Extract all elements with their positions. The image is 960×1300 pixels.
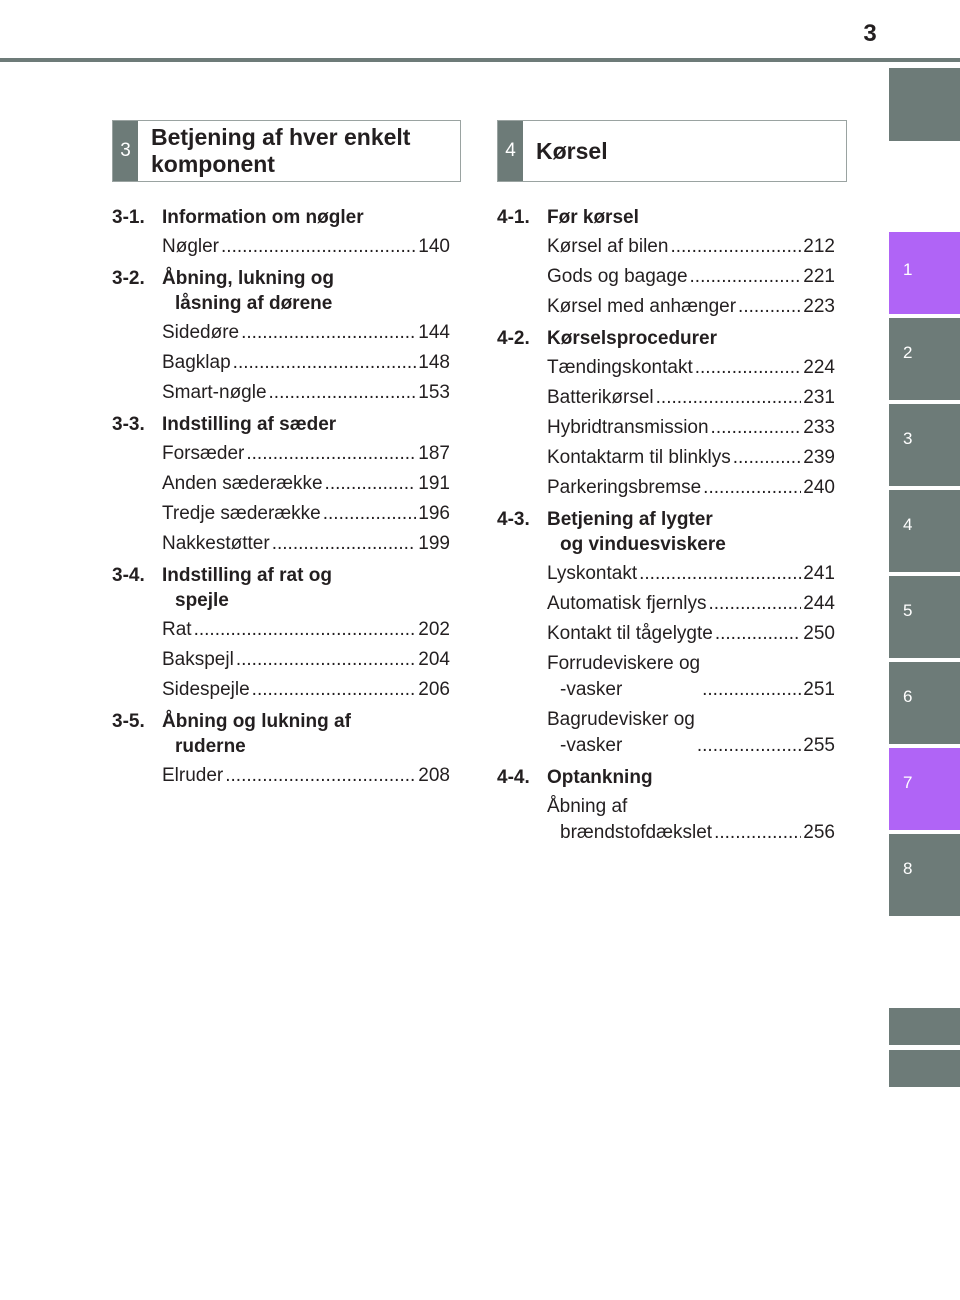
subsection-heading xyxy=(497,507,835,557)
toc-entry-label: Bakspejl xyxy=(162,649,234,670)
toc-entry-text xyxy=(162,471,323,497)
subsection-number: 3-5. xyxy=(112,711,145,732)
toc-page-number: 250 xyxy=(803,623,835,644)
toc-page-number: 206 xyxy=(418,679,450,700)
toc-entry-label: Forrudeviskere og xyxy=(547,653,701,674)
toc-entry-text xyxy=(547,651,700,703)
toc-entry[interactable] xyxy=(162,234,450,260)
toc-entry[interactable] xyxy=(547,794,835,846)
toc-entry-label: Lyskontakt xyxy=(547,563,638,584)
dot-leader xyxy=(695,355,802,381)
subsection-number: 4-4. xyxy=(497,767,530,788)
toc-entry-label: Smart-nøgle xyxy=(162,382,267,403)
dot-leader xyxy=(272,531,417,557)
subsection-number: 3-3. xyxy=(112,414,145,435)
dot-leader xyxy=(711,415,802,441)
toc-page-number: 231 xyxy=(803,387,835,408)
dot-leader xyxy=(236,647,416,673)
toc-entry-label: Anden sæderække xyxy=(162,473,323,494)
toc-entry[interactable] xyxy=(162,501,450,527)
toc-entry[interactable] xyxy=(162,471,450,497)
subsection-title: Før kørsel xyxy=(547,207,639,228)
subsection-heading xyxy=(112,709,450,759)
subsection-number: 3-2. xyxy=(112,268,145,289)
dot-leader xyxy=(246,441,416,467)
side-tab-2[interactable] xyxy=(889,318,960,400)
toc-entry-label: Nakkestøtter xyxy=(162,533,270,554)
toc-entry-text xyxy=(547,264,688,290)
toc-entry[interactable] xyxy=(162,441,450,467)
toc-entry-label: Sidespejle xyxy=(162,679,250,700)
subsection-title: Indstilling af rat og xyxy=(162,565,332,586)
toc-entry-label: Forsæder xyxy=(162,443,245,464)
subsection-number: 4-3. xyxy=(497,509,530,530)
toc-entry-text xyxy=(547,234,668,260)
subsection-title-cont: ruderne xyxy=(175,736,246,757)
section-number-tab: 4 xyxy=(498,121,523,181)
page-number: 3 xyxy=(863,20,877,47)
toc-entry-label: Kontaktarm til blinklys xyxy=(547,447,731,468)
toc-entry-text xyxy=(162,647,234,673)
section-title-line: komponent xyxy=(151,151,275,177)
subsection-title-cont: spejle xyxy=(175,590,229,611)
toc-entry[interactable] xyxy=(547,415,835,441)
toc-entry-label: Batterikørsel xyxy=(547,387,654,408)
toc-entry-text xyxy=(547,355,693,381)
toc-entry-text xyxy=(162,501,321,527)
toc-entry-label: Åbning af xyxy=(547,796,628,817)
toc-page-number: 196 xyxy=(418,503,450,524)
side-tab-label: 5 xyxy=(903,601,913,620)
toc-page-number: 233 xyxy=(803,417,835,438)
toc-page-number: 187 xyxy=(418,443,450,464)
side-tab-label: 3 xyxy=(903,429,913,448)
subsection-heading xyxy=(112,412,450,437)
subsection-heading xyxy=(497,205,835,230)
toc-page-number: 144 xyxy=(418,322,450,343)
dot-leader xyxy=(733,445,802,471)
dot-leader xyxy=(221,234,416,260)
subsection-title: Optankning xyxy=(547,767,653,788)
toc-entry-text xyxy=(547,475,701,501)
section-title-line: Betjening af hver enkelt xyxy=(151,124,411,150)
side-tab-5[interactable] xyxy=(889,576,960,658)
subsection-title-cont: og vinduesviskere xyxy=(560,534,726,555)
side-tab-label: 7 xyxy=(903,773,913,792)
toc-page-number: 255 xyxy=(803,735,835,756)
toc-entry[interactable] xyxy=(547,385,835,411)
toc-page-number: 256 xyxy=(803,822,835,843)
toc-page-number: 140 xyxy=(418,236,450,257)
dot-leader xyxy=(697,733,801,759)
toc-entry-text xyxy=(547,385,654,411)
toc-entry[interactable] xyxy=(547,707,835,759)
dot-leader xyxy=(241,320,416,346)
side-tab-6[interactable] xyxy=(889,662,960,744)
subsection-title: Indstilling af sæder xyxy=(162,414,337,435)
dot-leader xyxy=(708,591,801,617)
side-tab-label: 6 xyxy=(903,687,913,706)
dot-leader xyxy=(702,677,801,703)
dot-leader xyxy=(670,234,801,260)
toc-entry-label: Kørsel af bilen xyxy=(547,236,669,257)
toc-entry[interactable] xyxy=(162,763,450,789)
toc-entry-label: Gods og bagage xyxy=(547,266,688,287)
toc-entry-text xyxy=(547,621,713,647)
dot-leader xyxy=(714,820,801,846)
side-tab-label: 8 xyxy=(903,859,913,878)
section-title xyxy=(138,121,410,181)
side-tab-7[interactable] xyxy=(889,748,960,830)
toc-entry-text xyxy=(162,441,244,467)
toc-entry-text xyxy=(162,234,219,260)
dot-leader xyxy=(194,617,417,643)
toc-entry-label: Sidedøre xyxy=(162,322,240,343)
side-tab-3[interactable] xyxy=(889,404,960,486)
toc-entry-text xyxy=(162,763,223,789)
toc-entry[interactable] xyxy=(547,475,835,501)
toc-page-number: 251 xyxy=(803,679,835,700)
toc-page-number: 223 xyxy=(803,296,835,317)
toc-entry-text xyxy=(547,794,712,846)
subsection-number: 3-1. xyxy=(112,207,145,228)
side-tab-4[interactable] xyxy=(889,490,960,572)
subsection-heading xyxy=(112,266,450,316)
toc-entry-label-cont: brændstofdækslet xyxy=(560,822,713,843)
subsection-title: Kørselsprocedurer xyxy=(547,328,718,349)
toc-entry[interactable] xyxy=(162,380,450,406)
toc-entry[interactable] xyxy=(162,531,450,557)
toc-entry-label: Rat xyxy=(162,619,192,640)
toc-entry-label: Nøgler xyxy=(162,236,220,257)
toc-page-number: 221 xyxy=(803,266,835,287)
toc-entry-text xyxy=(547,415,709,441)
toc-page-number: 208 xyxy=(418,765,450,786)
toc-page-number: 199 xyxy=(418,533,450,554)
side-tab-blank[interactable] xyxy=(889,1008,960,1045)
dot-leader xyxy=(225,763,416,789)
toc-entry[interactable] xyxy=(162,647,450,673)
toc-page-number: 153 xyxy=(418,382,450,403)
toc-page-number: 212 xyxy=(803,236,835,257)
toc-entry[interactable] xyxy=(547,561,835,587)
toc-entry-text xyxy=(547,707,695,759)
toc-entry-label: Bagklap xyxy=(162,352,231,373)
subsection-heading xyxy=(112,563,450,613)
section-title xyxy=(523,121,608,181)
toc-page-number: 148 xyxy=(418,352,450,373)
side-tab-blank[interactable] xyxy=(889,1050,960,1087)
subsection-number: 3-4. xyxy=(112,565,145,586)
toc-entry-text xyxy=(162,320,239,346)
toc-entry[interactable] xyxy=(162,677,450,703)
toc-entry[interactable] xyxy=(547,264,835,290)
toc-entry-label-cont: -vasker xyxy=(560,735,623,756)
toc-entry-label-cont: -vasker xyxy=(560,679,623,700)
toc-entry-label: Elruder xyxy=(162,765,224,786)
toc-page-number: 241 xyxy=(803,563,835,584)
section-header-3 xyxy=(112,120,461,182)
toc-entry-text xyxy=(162,531,270,557)
dot-leader xyxy=(252,677,417,703)
subsection-heading xyxy=(497,765,835,790)
toc-page-number: 204 xyxy=(418,649,450,670)
dot-leader xyxy=(323,501,417,527)
toc-entry-label: Kørsel med anhænger xyxy=(547,296,737,317)
subsection-title: Information om nøgler xyxy=(162,207,364,228)
subsection-number: 4-1. xyxy=(497,207,530,228)
toc-entry-label: Bagrudevisker og xyxy=(547,709,695,730)
toc-page-number: 191 xyxy=(418,473,450,494)
section-header-4 xyxy=(497,120,847,182)
toc-entry[interactable] xyxy=(547,234,835,260)
toc-entry-text xyxy=(162,350,231,376)
toc-page-number: 240 xyxy=(803,477,835,498)
toc-entry-text xyxy=(162,677,250,703)
side-tab-label: 1 xyxy=(903,260,913,279)
dot-leader xyxy=(656,385,802,411)
toc-entry-text xyxy=(547,445,731,471)
dot-leader xyxy=(690,264,802,290)
toc-entry[interactable] xyxy=(547,621,835,647)
side-tab-label: 2 xyxy=(903,343,913,362)
toc-entry-label: Tredje sæderække xyxy=(162,503,321,524)
toc-entry-text xyxy=(547,591,706,617)
toc-entry-label: Parkeringsbremse xyxy=(547,477,702,498)
toc-page-number: 224 xyxy=(803,357,835,378)
toc-entry-text xyxy=(162,380,267,406)
subsection-heading xyxy=(112,205,450,230)
toc-entry[interactable] xyxy=(547,355,835,381)
toc-entry-label: Tændingskontakt xyxy=(547,357,693,378)
subsection-title: Åbning og lukning af xyxy=(162,711,351,732)
toc-entry-label: Hybridtransmission xyxy=(547,417,709,438)
subsection-title: Åbning, lukning og xyxy=(162,268,335,289)
header-rule xyxy=(0,58,960,62)
side-tab-label: 4 xyxy=(903,515,913,534)
section-title-line: Kørsel xyxy=(536,137,608,164)
side-tab-8[interactable] xyxy=(889,834,960,916)
toc-entry-label: Automatisk fjernlys xyxy=(547,593,707,614)
side-tab-blank[interactable] xyxy=(889,68,960,141)
dot-leader xyxy=(325,471,417,497)
subsection-title-cont: låsning af dørene xyxy=(175,293,333,314)
toc-column-section-3 xyxy=(112,205,450,793)
toc-entry-text xyxy=(162,617,192,643)
dot-leader xyxy=(738,294,801,320)
toc-entry[interactable] xyxy=(547,651,835,703)
toc-entry[interactable] xyxy=(547,294,835,320)
toc-page-number: 244 xyxy=(803,593,835,614)
toc-entry-text xyxy=(547,561,637,587)
toc-entry[interactable] xyxy=(162,350,450,376)
toc-entry[interactable] xyxy=(162,617,450,643)
toc-entry-label: Kontakt til tågelygte xyxy=(547,623,713,644)
toc-entry[interactable] xyxy=(547,591,835,617)
toc-entry[interactable] xyxy=(547,445,835,471)
toc-entry[interactable] xyxy=(162,320,450,346)
dot-leader xyxy=(269,380,417,406)
dot-leader xyxy=(715,621,801,647)
section-number-tab: 3 xyxy=(113,121,138,181)
subsection-title: Betjening af lygter xyxy=(547,509,713,530)
side-tab-1[interactable] xyxy=(889,232,960,314)
subsection-heading xyxy=(497,326,835,351)
dot-leader xyxy=(639,561,801,587)
toc-entry-text xyxy=(547,294,736,320)
toc-column-section-4 xyxy=(497,205,835,850)
subsection-number: 4-2. xyxy=(497,328,530,349)
toc-page-number: 202 xyxy=(418,619,450,640)
dot-leader xyxy=(233,350,417,376)
toc-page-number: 239 xyxy=(803,447,835,468)
dot-leader xyxy=(703,475,801,501)
